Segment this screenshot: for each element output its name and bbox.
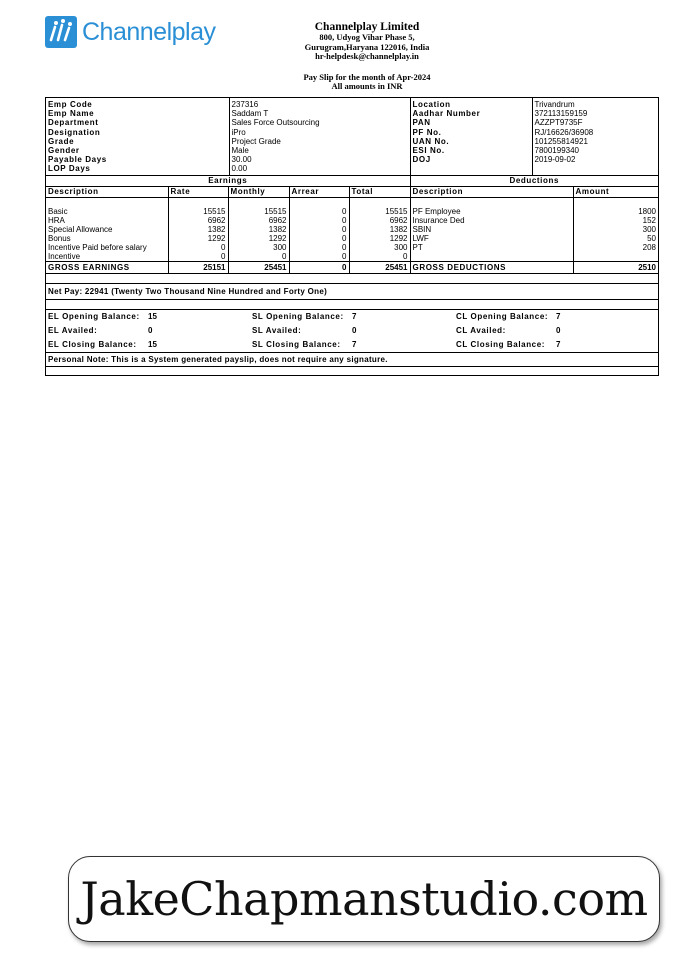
payslip-month: Pay Slip for the month of Apr-2024 <box>303 72 431 82</box>
currency-note: All amounts in INR <box>331 81 403 91</box>
emp-code-value: 237316 <box>231 100 259 109</box>
watermark-banner <box>68 856 660 942</box>
earn-arrear-3: 0 <box>289 234 349 243</box>
channelplay-logo-icon <box>45 16 77 48</box>
earn-desc-3: Bonus <box>46 234 168 243</box>
location-value: Trivandrum <box>534 100 575 109</box>
gross-deductions-total: 2510 <box>638 263 656 273</box>
lop-days-value: 0.00 <box>231 164 248 174</box>
earn-rate-4: 0 <box>168 243 228 252</box>
grade-value: Project Grade <box>231 136 281 146</box>
spacer-row <box>46 274 658 284</box>
employee-labels-left <box>46 98 229 175</box>
uan-value: 101255814921 <box>534 136 588 146</box>
company-address-line2: Gurugram,Haryana 122016, India <box>304 41 430 52</box>
company-address-line1: 800, Udyog Vihar Phase 5, <box>319 32 415 42</box>
leave-balances <box>46 310 658 353</box>
ded-amount-5 <box>573 252 658 262</box>
ded-amount-1: 152 <box>642 216 656 226</box>
gross-total: 25451 <box>349 262 410 274</box>
emp-code-label: Emp Code <box>48 100 93 109</box>
earn-rate-0: 15515 <box>168 207 228 216</box>
employee-values-left <box>229 98 410 175</box>
ded-amount-4: 208 <box>642 243 656 253</box>
ded-amount-header: Amount <box>575 186 610 196</box>
doj-label: DOJ <box>412 155 431 165</box>
el-opening-label: EL Opening Balance: <box>48 312 140 322</box>
earn-total-5: 0 <box>349 252 410 262</box>
company-name: Channelplay Limited <box>314 21 420 33</box>
earn-desc-2: Special Allowance <box>46 225 168 234</box>
aadhar-label: Aadhar Number <box>412 109 481 119</box>
earn-desc-5: Incentive <box>46 252 168 262</box>
cl-availed-value: 0 <box>556 326 561 336</box>
gender-value: Male <box>231 146 249 156</box>
ded-amount-3: 50 <box>647 234 656 244</box>
cl-closing-value: 7 <box>556 340 561 350</box>
gross-rate: 25151 <box>168 262 228 274</box>
earn-rate-3: 1292 <box>168 234 228 243</box>
earn-total-1: 6962 <box>349 216 410 225</box>
el-closing-label: EL Closing Balance: <box>48 340 137 350</box>
personal-note: Personal Note: This is a System generated payslip, does not require any signature. <box>46 353 658 367</box>
employee-labels-right <box>410 98 532 175</box>
watermark-text: JakeChapmanstudio.com <box>80 872 648 926</box>
ded-desc-2: SBIN <box>410 225 573 234</box>
ded-desc-0: PF Employee <box>410 207 573 216</box>
grade-label: Grade <box>48 136 75 146</box>
earn-desc-4: Incentive Paid before salary <box>46 243 168 252</box>
earn-desc-0: Basic <box>46 207 168 216</box>
location-label: Location <box>412 100 451 109</box>
earn-desc-header: Description <box>46 186 168 197</box>
logo-text: Channelplay <box>82 17 216 46</box>
el-opening-value: 15 <box>148 312 157 322</box>
earn-monthly-5: 0 <box>228 252 289 262</box>
earn-arrear-0: 0 <box>289 207 349 216</box>
department-label: Department <box>48 118 99 128</box>
designation-label: Designation <box>48 127 101 137</box>
earn-total-4: 300 <box>349 243 410 252</box>
aadhar-value: 372113159159 <box>534 109 588 119</box>
earn-monthly-4: 300 <box>228 243 289 252</box>
payslip-table <box>45 97 659 376</box>
payslip-title <box>250 73 484 91</box>
earn-arrear-1: 0 <box>289 216 349 225</box>
earnings-deductions-table <box>46 175 658 275</box>
deductions-section-title: Deductions <box>509 175 560 185</box>
employee-values-right <box>532 98 658 175</box>
designation-value: iPro <box>231 127 246 137</box>
earn-rate-5: 0 <box>168 252 228 262</box>
sl-closing-value: 7 <box>352 340 357 350</box>
ded-amount-0: 1800 <box>638 207 656 217</box>
earn-total-2: 1382 <box>349 225 410 234</box>
earn-rate-2: 1382 <box>168 225 228 234</box>
uan-label: UAN No. <box>412 136 450 146</box>
company-logo <box>45 16 216 48</box>
esi-label: ESI No. <box>412 146 445 156</box>
emp-name-value: Saddam T <box>231 109 269 119</box>
ded-desc-3: LWF <box>410 234 573 243</box>
payable-days-label: Payable Days <box>48 155 107 165</box>
lop-days-label: LOP Days <box>48 164 91 174</box>
earn-total-0: 15515 <box>349 207 410 216</box>
employee-info <box>46 98 658 175</box>
earn-rate-1: 6962 <box>168 216 228 225</box>
sl-opening-value: 7 <box>352 312 357 322</box>
earn-monthly-3: 1292 <box>228 234 289 243</box>
earn-arrear-header: Arrear <box>289 186 349 197</box>
sl-availed-label: SL Availed: <box>252 326 302 336</box>
payable-days-value: 30.00 <box>231 155 252 165</box>
el-closing-value: 15 <box>148 340 157 350</box>
pf-no-label: PF No. <box>412 127 442 137</box>
earnings-section-title: Earnings <box>46 175 410 186</box>
earn-monthly-0: 15515 <box>228 207 289 216</box>
gross-arrear: 0 <box>289 262 349 274</box>
pf-no-value: RJ/16626/36908 <box>534 127 594 137</box>
earn-rate-header: Rate <box>168 186 228 197</box>
company-email: hr-helpdesk@channelplay.in <box>315 51 419 61</box>
gross-monthly: 25451 <box>228 262 289 274</box>
cl-availed-label: CL Availed: <box>456 326 506 336</box>
sl-availed-value: 0 <box>352 326 357 336</box>
sl-opening-label: SL Opening Balance: <box>252 312 344 322</box>
cl-opening-value: 7 <box>556 312 561 322</box>
doj-value: 2019-09-02 <box>534 155 576 165</box>
earn-monthly-header: Monthly <box>228 186 289 197</box>
sl-closing-label: SL Closing Balance: <box>252 340 341 350</box>
ded-desc-5 <box>410 252 573 262</box>
emp-name-label: Emp Name <box>48 109 95 119</box>
ded-desc-4: PT <box>410 243 573 252</box>
earn-arrear-4: 0 <box>289 243 349 252</box>
earn-arrear-2: 0 <box>289 225 349 234</box>
spacer-row <box>46 300 658 310</box>
ded-amount-2: 300 <box>642 225 656 235</box>
el-availed-value: 0 <box>148 326 153 336</box>
earn-arrear-5: 0 <box>289 252 349 262</box>
ded-desc-header: Description <box>410 186 573 197</box>
gross-earnings-label: GROSS EARNINGS <box>46 262 168 274</box>
earn-total-3: 1292 <box>349 234 410 243</box>
pan-value: AZZPT9735F <box>534 118 583 128</box>
gross-deductions-label: GROSS DEDUCTIONS <box>410 262 573 274</box>
cl-opening-label: CL Opening Balance: <box>456 312 549 322</box>
cl-closing-label: CL Closing Balance: <box>456 340 546 350</box>
earn-desc-1: HRA <box>46 216 168 225</box>
company-header <box>270 22 464 62</box>
net-pay: Net Pay: 22941 (Twenty Two Thousand Nine Hundred and Forty One) <box>46 284 658 300</box>
ded-desc-1: Insurance Ded <box>410 216 573 225</box>
earn-monthly-1: 6962 <box>228 216 289 225</box>
pan-label: PAN <box>412 118 431 128</box>
spacer-row <box>46 367 658 375</box>
gender-label: Gender <box>48 146 80 156</box>
earn-total-header: Total <box>349 186 410 197</box>
earn-monthly-2: 1382 <box>228 225 289 234</box>
esi-value: 7800199340 <box>534 146 579 156</box>
department-value: Sales Force Outsourcing <box>231 118 320 128</box>
el-availed-label: EL Availed: <box>48 326 98 336</box>
